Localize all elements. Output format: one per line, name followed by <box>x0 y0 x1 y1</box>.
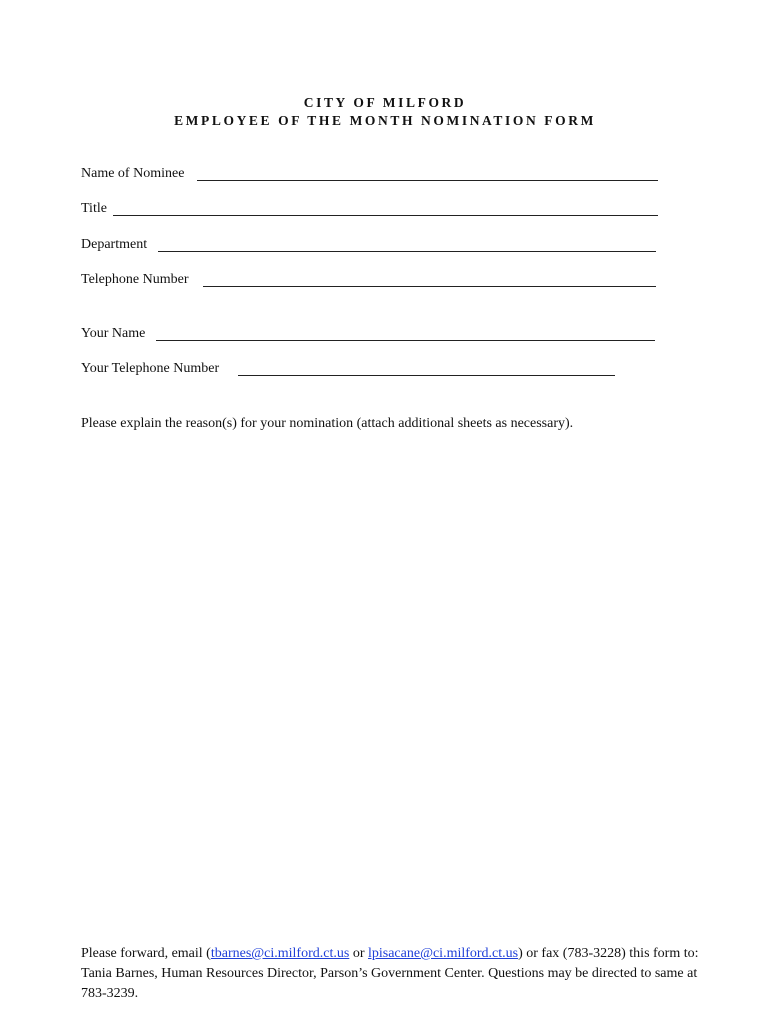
nomination-reason-instructions: Please explain the reason(s) for your nomination (attach additional sheets as necessary). <box>81 416 574 431</box>
nominee-name-line[interactable] <box>197 180 658 181</box>
your-name-line[interactable] <box>156 340 655 341</box>
your-name-label: Your Name <box>81 326 146 341</box>
footer-or: or <box>349 946 368 961</box>
title-label: Title <box>81 201 107 216</box>
nominee-name-label: Name of Nominee <box>81 166 185 181</box>
submission-instructions <box>81 944 701 1004</box>
footer-prefix: Please forward, email ( <box>81 946 211 961</box>
telephone-line[interactable] <box>203 286 656 287</box>
your-telephone-label: Your Telephone Number <box>81 361 220 376</box>
telephone-label: Telephone Number <box>81 272 189 287</box>
email-link-lpisacane[interactable]: lpisacane@ci.milford.ct.us <box>367 946 519 961</box>
department-line[interactable] <box>158 251 656 252</box>
footer-suffix: ) or fax (783-3228) this form to: Tania Barnes, Human Resources Director, Parson’s Government Center. Questions may be directed to same at 783-3239. <box>81 946 699 1001</box>
department-label: Department <box>81 237 148 252</box>
form-heading-city: CITY OF MILFORD <box>303 95 467 110</box>
form-heading-title: EMPLOYEE OF THE MONTH NOMINATION FORM <box>174 113 596 128</box>
title-line[interactable] <box>113 215 658 216</box>
your-telephone-line[interactable] <box>238 375 615 376</box>
email-link-tbarnes[interactable]: tbarnes@ci.milford.ct.us <box>210 946 350 961</box>
